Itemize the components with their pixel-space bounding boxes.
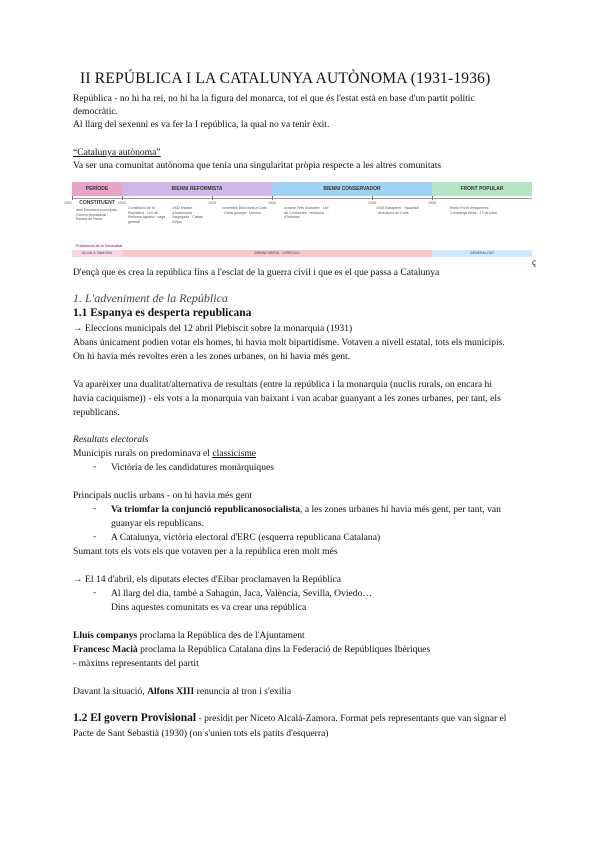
timeline-band-label: BIENNI CONSERVADOR: [323, 186, 381, 192]
urban-bullet-1: [111, 503, 501, 516]
alfons-name: Alfons XIII: [147, 686, 195, 697]
macia-text: proclama la República Catalana dins la Federació de Repúbliques Ibèriques: [137, 644, 431, 655]
macia-line: [73, 643, 430, 656]
timeline-band-label: PERÍODE CONSTITUENT: [79, 186, 115, 206]
text-line: On hi havia més revoltes eren a les zones urbanes, on hi havia més gent.: [73, 351, 351, 362]
timeline-tick: [212, 196, 213, 200]
urban-bullet-1-cont: guanyar els republicans.: [111, 518, 204, 529]
results-heading: Resultats electorals: [73, 434, 149, 445]
timeline-tick: [122, 196, 123, 200]
timeline-tick: [432, 196, 433, 200]
text-line: Va aparèixer una dualitat/alternativa de resultats (entre la república i la monarquia (nuclis rurals, on encara hi: [73, 379, 493, 390]
rural-text: Municipis rurals on predominava el: [73, 448, 213, 459]
davant-text: Davant la situació,: [73, 686, 148, 697]
timeline-year: 1933: [208, 201, 216, 205]
timeline-footer-right: GENERALITAT: [432, 250, 532, 257]
catalunya-text: Va ser una comunitat autònoma que tenia una singularitat pròpia respecte a les altres comunitats: [73, 160, 442, 171]
timeline-band-popular-front: [432, 182, 532, 196]
text-line: Abans únicament podien votar els homes, hi havia molt bipartidisme. Votaven a nivell estatal, tots els municipis.: [73, 337, 505, 348]
after-timeline: D'ençà que es crea la república fins a l'esclat de la guerra civil i que es el que passa a Catalunya: [73, 267, 440, 278]
companys-text: proclama la República des de l'Ajuntament: [137, 630, 305, 641]
timeline-footer-mid: BIENNI DRETA · LERROUX: [122, 250, 432, 257]
timeline-figure: [64, 182, 532, 258]
urban-bullet-2: A Catalunya, victòria electoral d'ERC (esquerra republicana Catalana): [111, 532, 381, 543]
timeline-footer-left: ALCALÁ ZAMORA: [72, 250, 122, 257]
intro-line: Al llarg del sexenni es va fer la I república, la qual no va tenir èxit.: [73, 119, 330, 130]
timeline-column: 1935 Estraperlo · escàndol · dissolució de Corts: [376, 206, 419, 215]
april-line: → El 14 d'abril, els diputats electes d'Eibar proclamaven la República: [73, 574, 341, 585]
govern-provisional-line: [73, 712, 506, 725]
urban-rest: , a les zones urbanes hi havia més gent, per tant, van: [300, 504, 501, 515]
text-line: havia caciquisme)) - els vots a la monarquia van baixant i van acabar guanyant a les zones urbanes, per tant, els: [73, 393, 501, 404]
intro-line: República - no hi ha rei, no hi ha la figura del monarca, tot el que és l'estat està en base d'un partit polític: [73, 93, 475, 104]
rural-line: [73, 447, 256, 460]
april-bullet: Al llarg del dia, també a Sahagún, Jaca, València, Sevilla, Oviedo…: [111, 588, 372, 599]
section-title: 1. L'adveniment de la República: [73, 291, 228, 305]
timeline-row-label: Presidència de la Generalitat: [76, 244, 123, 248]
timeline-band-conservative: [272, 182, 432, 196]
govern-heading: 1.2 El govern Provisional: [73, 712, 197, 724]
timeline-band-label: FRONT POPULAR: [460, 186, 504, 192]
timeline-column: febrer Front d'esquerres · Companys torna · 17 de juliol: [450, 206, 497, 215]
maxims-line: - màxims representants del partit: [73, 658, 199, 669]
timeline-column: Constitució de la República · Llei de Reforma Agrària · vaga general: [128, 206, 166, 224]
rural-bullet: Victòria de les candidatures monàrquiques: [111, 462, 274, 473]
bullet-dash: -: [93, 531, 97, 542]
text-line: → Eleccions municipals del 12 abril Plebiscit sobre la monarquia (1931): [73, 323, 353, 334]
timeline-column: 1932 Estatut d'Autonomia · Sanjurjada · Casas Viejas: [172, 206, 203, 224]
text-line: republicans.: [73, 407, 120, 418]
sum-line: Sumant tots els vots els que votaven per a la república eren molt més: [73, 546, 338, 557]
timeline-band-label: BIENNI REFORMISTA: [171, 186, 223, 192]
bullet-dash: -: [93, 461, 97, 472]
catalunya-heading: “Catalunya autònoma”: [73, 147, 161, 158]
timeline-tick: [72, 196, 73, 200]
companys-name: Lluís companys: [73, 630, 138, 641]
timeline-year: 1936: [428, 201, 436, 205]
timeline-year: 1931: [64, 201, 72, 205]
timeline-axis: [72, 198, 532, 199]
timeline-tick: [372, 196, 373, 200]
timeline-column: novembre Eleccions a Corts · Dreta guanya · Lerroux: [222, 206, 267, 215]
timeline-year: 1935: [368, 201, 376, 205]
macia-name: Francesc Macià: [73, 644, 138, 655]
bullet-dash: -: [93, 503, 97, 514]
timeline-trailing: ç: [532, 257, 537, 268]
classicism-term: classicisme: [212, 448, 257, 459]
intro-line: democràtic.: [73, 106, 119, 117]
companys-line: [73, 629, 305, 642]
bullet-dash: -: [93, 587, 97, 598]
govern-text: - presidit per Niceto Alcalá-Zamora. Format pels representants que van signar el: [196, 713, 507, 724]
urban-bold: Va triomfar la conjunció republicanosocialista: [111, 504, 301, 515]
davant-line: [73, 685, 291, 698]
april-bullet-cont: Dins aquestes comunitats es va crear una república: [111, 602, 307, 613]
urban-line: Principals nuclis urbans - on hi havia més gent: [73, 490, 253, 501]
timeline-year: 1934: [268, 201, 276, 205]
timeline-column: abril Eleccions municipals · Govern provisional · Estatut de Núria: [76, 208, 120, 222]
govern-cont: Pacte de Sant Sebastià (1930) (on s'unien tots els patits d'esquerra): [73, 728, 329, 739]
page-title: II REPÚBLICA I LA CATALUNYA AUTÒNOMA (1931-1936): [80, 70, 491, 87]
timeline-band-reformist: [122, 182, 272, 196]
davant-rest: renuncia al tron i s'exilia: [194, 686, 292, 697]
subsection-heading: 1.1 Espanya es desperta republicana: [73, 307, 252, 319]
timeline-tick: [272, 196, 273, 200]
timeline-column: octubre Fets d'octubre · Llei de Contractes · revolució d'Astúries: [284, 206, 329, 220]
timeline-year: 1932: [118, 201, 126, 205]
